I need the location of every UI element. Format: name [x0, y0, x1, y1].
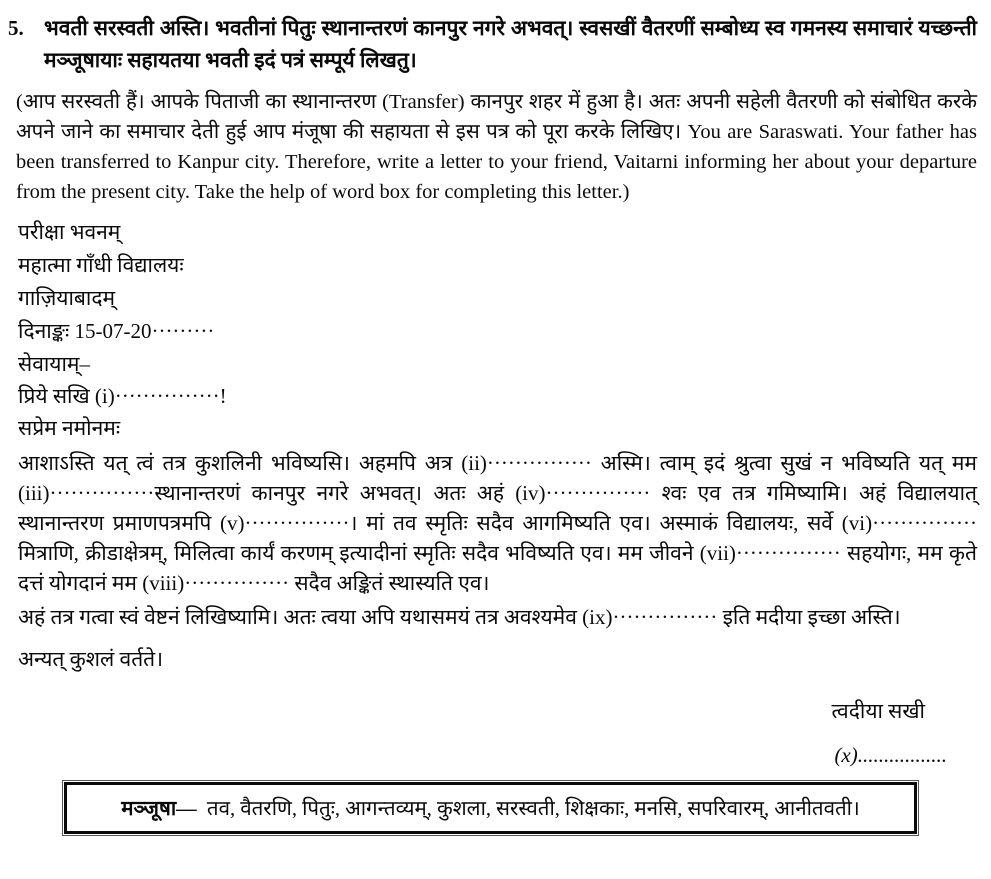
letter-date: दिनाङ्कः 15-07-20·········	[18, 319, 215, 343]
letter-signoff: त्वदीया सखी	[831, 699, 925, 723]
letter-school-name: महात्मा गाँधी विद्यालयः	[18, 253, 184, 277]
letter-sender-place: परीक्षा भवनम्	[18, 220, 121, 244]
letter-salutation	[8, 348, 977, 444]
question-instruction-hindi-english: (आप सरस्वती हैं। आपके पिताजी का स्थानान्तरण (Transfer) कानपुर शहर में हुआ है। अतः अपनी सहेली वैतरणी को संबोधित करके अपने जाने का समाचार देती हुई आप मंजूषा की सहायता से इस पत्र को पूरा करके लिखिए। You are Saraswati. Your father has been transferred to Kanpur city. Therefore, write a letter to your friend, Vaitarni informing her about your departure from the present city. Take the help of word box for completing this letter.)	[16, 91, 977, 203]
letter-body-paragraph-1: आशाऽस्ति यत् त्वं तत्र कुशलिनी भविष्यसि। अहमपि अत्र (ii)··············· अस्मि। त्वाम् इदं श्रुत्वा सुखं न भविष्यति यत् मम (iii)···············स्थानान्तरणं कानपुर नगरे अभवत्। अतः अहं (iv)··············· श्वः एव तत्र गमिष्यामि। अहं विद्यालयात् स्थानान्तरण प्रमाणपत्रमपि (v)···············। मां तव स्मृतिः सदैव आगमिष्यति एव। अस्माकं विद्यालयः, सर्वे (vi)··············· मित्राणि, क्रीडाक्षेत्रम्, मिलित्वा कार्यं करणम् इत्यादीनां स्मृतिः सदैव भविष्यति एव। मम जीवने (vii)··············· सहयोगः, मम कृते दत्तं योगदानं मम (viii)··············· सदैव अङ्कितं स्थास्यति एव।	[18, 451, 977, 595]
letter-dear-friend-blank-i: प्रिये सखि (i)···············!	[18, 384, 227, 408]
letter-body-paragraph-2: अहं तत्र गत्वा स्वं वेष्टनं लिखिष्यामि। अतः त्वया अपि यथासमयं तत्र अवश्यमेव (ix)··············· इति मदीया इच्छा अस्ति।	[18, 605, 901, 629]
letter-closing-line: अन्यत् कुशलं वर्तते।	[18, 647, 164, 671]
question-prompt-sanskrit: भवती सरस्वती अस्ति। भवतीनां पितुः स्थानान्तरणं कानपुर नगरे अभवत्। स्वसखीं वैतरणीं सम्बोध्य स्व गमनस्य समाचारं यच्छन्ती मञ्जूषायाः सहायतया भवती इदं पत्रं सम्पूर्य लिखतु।	[44, 16, 977, 72]
question-heading	[8, 12, 977, 76]
question-number: 5.	[8, 16, 24, 40]
letter-greeting: सप्रेम नमोनमः	[18, 416, 121, 440]
manjusha-label: मञ्जूषा—	[121, 798, 207, 820]
manjusha-words: तव, वैतरणि, पितुः, आगन्तव्यम्, कुशला, सरस्वती, शिक्षकाः, मनसि, सपरिवारम्, आनीतवती।	[206, 798, 860, 820]
manjusha-word-box	[64, 782, 917, 834]
letter-signature-blank-x: (x).................	[834, 743, 947, 767]
letter-sevayam: सेवायाम्–	[18, 352, 90, 376]
letter-city: गाज़ियाबादम्	[18, 286, 116, 310]
letter-header	[8, 216, 977, 348]
